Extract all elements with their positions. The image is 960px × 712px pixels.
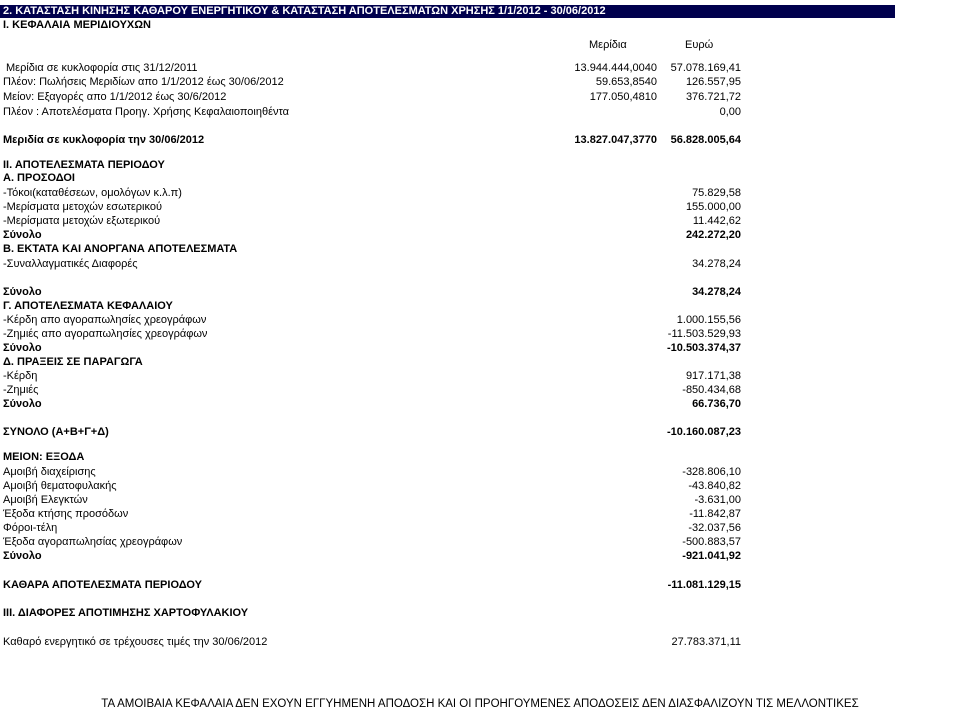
report-header: 2. ΚΑΤΑΣΤΑΣΗ ΚΙΝΗΣΗΣ ΚΑΘΑΡΟΥ ΕΝΕΡΓΗΤΙΚΟΥ & ΚΑΤΑΣΤΑΣΗ ΑΠΟΤΕΛΕΣΜΑΤΩΝ ΧΡΗΣΗΣ 1/1/2012 - 30/06/2012 [0, 5, 895, 18]
nav-label: Καθαρό ενεργητικό σε τρέχουσες τιμές την 30/06/2012 [3, 636, 268, 648]
d-row-value: -850.434,68 [682, 384, 741, 396]
expense-row-value: -11.842,87 [689, 508, 741, 520]
a-row-value: 11.442,62 [692, 215, 741, 227]
expenses-title: ΜΕΙΟΝ: ΕΞΟΔΑ [3, 451, 85, 463]
c-row-value: -11.503.529,93 [667, 328, 741, 340]
col-euro-header: Ευρώ [685, 39, 714, 51]
c-row-label: -Κέρδη απο αγοραπωλησίες χρεογράφων [3, 314, 207, 326]
expense-row-label: Έξοδα αγοραπωλησίας χρεογράφων [3, 536, 183, 548]
grand-total-value: -10.160.087,23 [666, 426, 741, 438]
net-result-value: -11.081.129,15 [667, 579, 741, 591]
a-total-label: Σύνολο [3, 229, 42, 241]
expenses-total-label: Σύνολο [3, 550, 42, 562]
subsection-a-title: Α. ΠΡΟΣΟΔΟΙ [3, 172, 75, 184]
subsection-d-title: Δ. ΠΡΑΞΕΙΣ ΣΕ ΠΑΡΑΓΩΓΑ [3, 356, 143, 368]
expense-row-label: Αμοιβή διαχείρισης [3, 466, 96, 478]
s1-total-euro: 56.828.005,64 [670, 134, 741, 146]
expense-row-label: Έξοδα κτήσης προσόδων [3, 508, 129, 520]
d-total-value: 66.736,70 [692, 398, 741, 410]
d-row-label: -Κέρδη [3, 370, 38, 382]
s1-total-meridia: 13.827.047,3770 [574, 134, 657, 146]
net-result-label: ΚΑΘΑΡΑ ΑΠΟΤΕΛΕΣΜΑΤΑ ΠΕΡΙΟΔΟΥ [3, 579, 202, 591]
a-total-value: 242.272,20 [685, 229, 741, 241]
subsection-c-title: Γ. ΑΠΟΤΕΛΕΣΜΑΤΑ ΚΕΦΑΛΑΙΟΥ [3, 300, 173, 312]
expense-row-label: Αμοιβή Ελεγκτών [3, 494, 88, 506]
s1-row-label: Πλέον : Αποτελέσματα Προηγ. Χρήσης Κεφαλαιοποιηθέντα [3, 106, 290, 118]
a-row-label: -Μερίσματα μετοχών εξωτερικού [3, 215, 161, 227]
s1-row-label: Μερίδια σε κυκλοφορία στις 31/12/2011 [6, 62, 198, 74]
s1-row-euro: 0,00 [719, 106, 741, 118]
b-row-value: 34.278,24 [692, 258, 741, 270]
c-total-value: -10.503.374,37 [666, 342, 741, 354]
expense-row-value: -43.840,82 [688, 480, 741, 492]
b-total-label: Σύνολο [3, 286, 42, 298]
c-row-label: -Ζημιές απο αγοραπωλησίες χρεογράφων [3, 328, 208, 340]
a-row-value: 75.829,58 [692, 187, 741, 199]
col-meridia-header: Μερίδια [589, 39, 627, 51]
c-total-label: Σύνολο [3, 342, 42, 354]
s1-row-euro: 57.078.169,41 [670, 62, 741, 74]
expense-row-value: -3.631,00 [694, 494, 741, 506]
a-row-value: 155.000,00 [685, 201, 741, 213]
expense-row-label: Φόροι-τέλη [3, 522, 58, 534]
b-total-value: 34.278,24 [692, 286, 741, 298]
a-row-label: -Μερίσματα μετοχών εσωτερικού [3, 201, 162, 213]
subsection-b-title: Β. ΕΚΤΑΤΑ ΚΑΙ ΑΝΟΡΓΑΝΑ ΑΠΟΤΕΛΕΣΜΑΤΑ [3, 243, 238, 255]
section2-title: ΙΙ. ΑΠΟΤΕΛΕΣΜΑΤΑ ΠΕΡΙΟΔΟΥ [3, 159, 165, 171]
nav-value: 27.783.371,11 [671, 636, 741, 648]
c-row-value: 1.000.155,56 [676, 314, 741, 326]
expense-row-value: -328.806,10 [682, 466, 741, 478]
s1-row-meridia: 59.653,8540 [595, 76, 657, 88]
d-row-label: -Ζημιές [3, 384, 39, 396]
d-total-label: Σύνολο [3, 398, 42, 410]
s1-row-meridia: 13.944.444,0040 [574, 62, 657, 74]
s1-row-euro: 376.721,72 [685, 91, 741, 103]
disclaimer-footer: ΤΑ ΑΜΟΙΒΑΙΑ ΚΕΦΑΛΑΙΑ ΔΕΝ ΕΧΟΥΝ ΕΓΓΥΗΜΕΝΗ ΑΠΟΔΟΣΗ ΚΑΙ ΟΙ ΠΡΟΗΓΟΥΜΕΝΕΣ ΑΠΟΔΟΣΕΙΣ ΔΕΝ ΔΙΑΣΦΑΛΙΖΟΥΝ ΤΙΣ ΜΕΛΛΟΝΤΙΚΕΣ [101, 698, 859, 710]
s1-row-label: Μείον: Εξαγορές απο 1/1/2012 έως 30/6/2012 [3, 91, 227, 103]
expense-row-value: -500.883,57 [682, 536, 741, 548]
s1-total-label: Μεριδία σε κυκλοφορία την 30/06/2012 [3, 134, 205, 146]
b-row-label: -Συναλλαγματικές Διαφορές [3, 258, 138, 270]
section3-title: ΙΙΙ. ΔΙΑΦΟΡΕΣ ΑΠΟΤΙΜΗΣΗΣ ΧΑΡΤΟΦΥΛΑΚΙΟΥ [3, 607, 249, 619]
s1-row-euro: 126.557,95 [685, 76, 741, 88]
s1-row-label: Πλέον: Πωλήσεις Μεριδίων απο 1/1/2012 έως 30/06/2012 [3, 76, 284, 88]
d-row-value: 917.171,38 [685, 370, 741, 382]
a-row-label: -Τόκοι(καταθέσεων, ομολόγων κ.λ.π) [3, 187, 182, 199]
s1-row-meridia: 177.050,4810 [589, 91, 657, 103]
grand-total-label: ΣΥΝΟΛΟ (Α+Β+Γ+Δ) [3, 426, 109, 438]
section1-title: Ι. ΚΕΦΑΛΑΙΑ ΜΕΡΙΔΙΟΥΧΩΝ [3, 19, 152, 31]
expenses-total-value: -921.041,92 [682, 550, 741, 562]
expense-row-label: Αμοιβή θεματοφυλακής [3, 480, 117, 492]
expense-row-value: -32.037,56 [688, 522, 741, 534]
